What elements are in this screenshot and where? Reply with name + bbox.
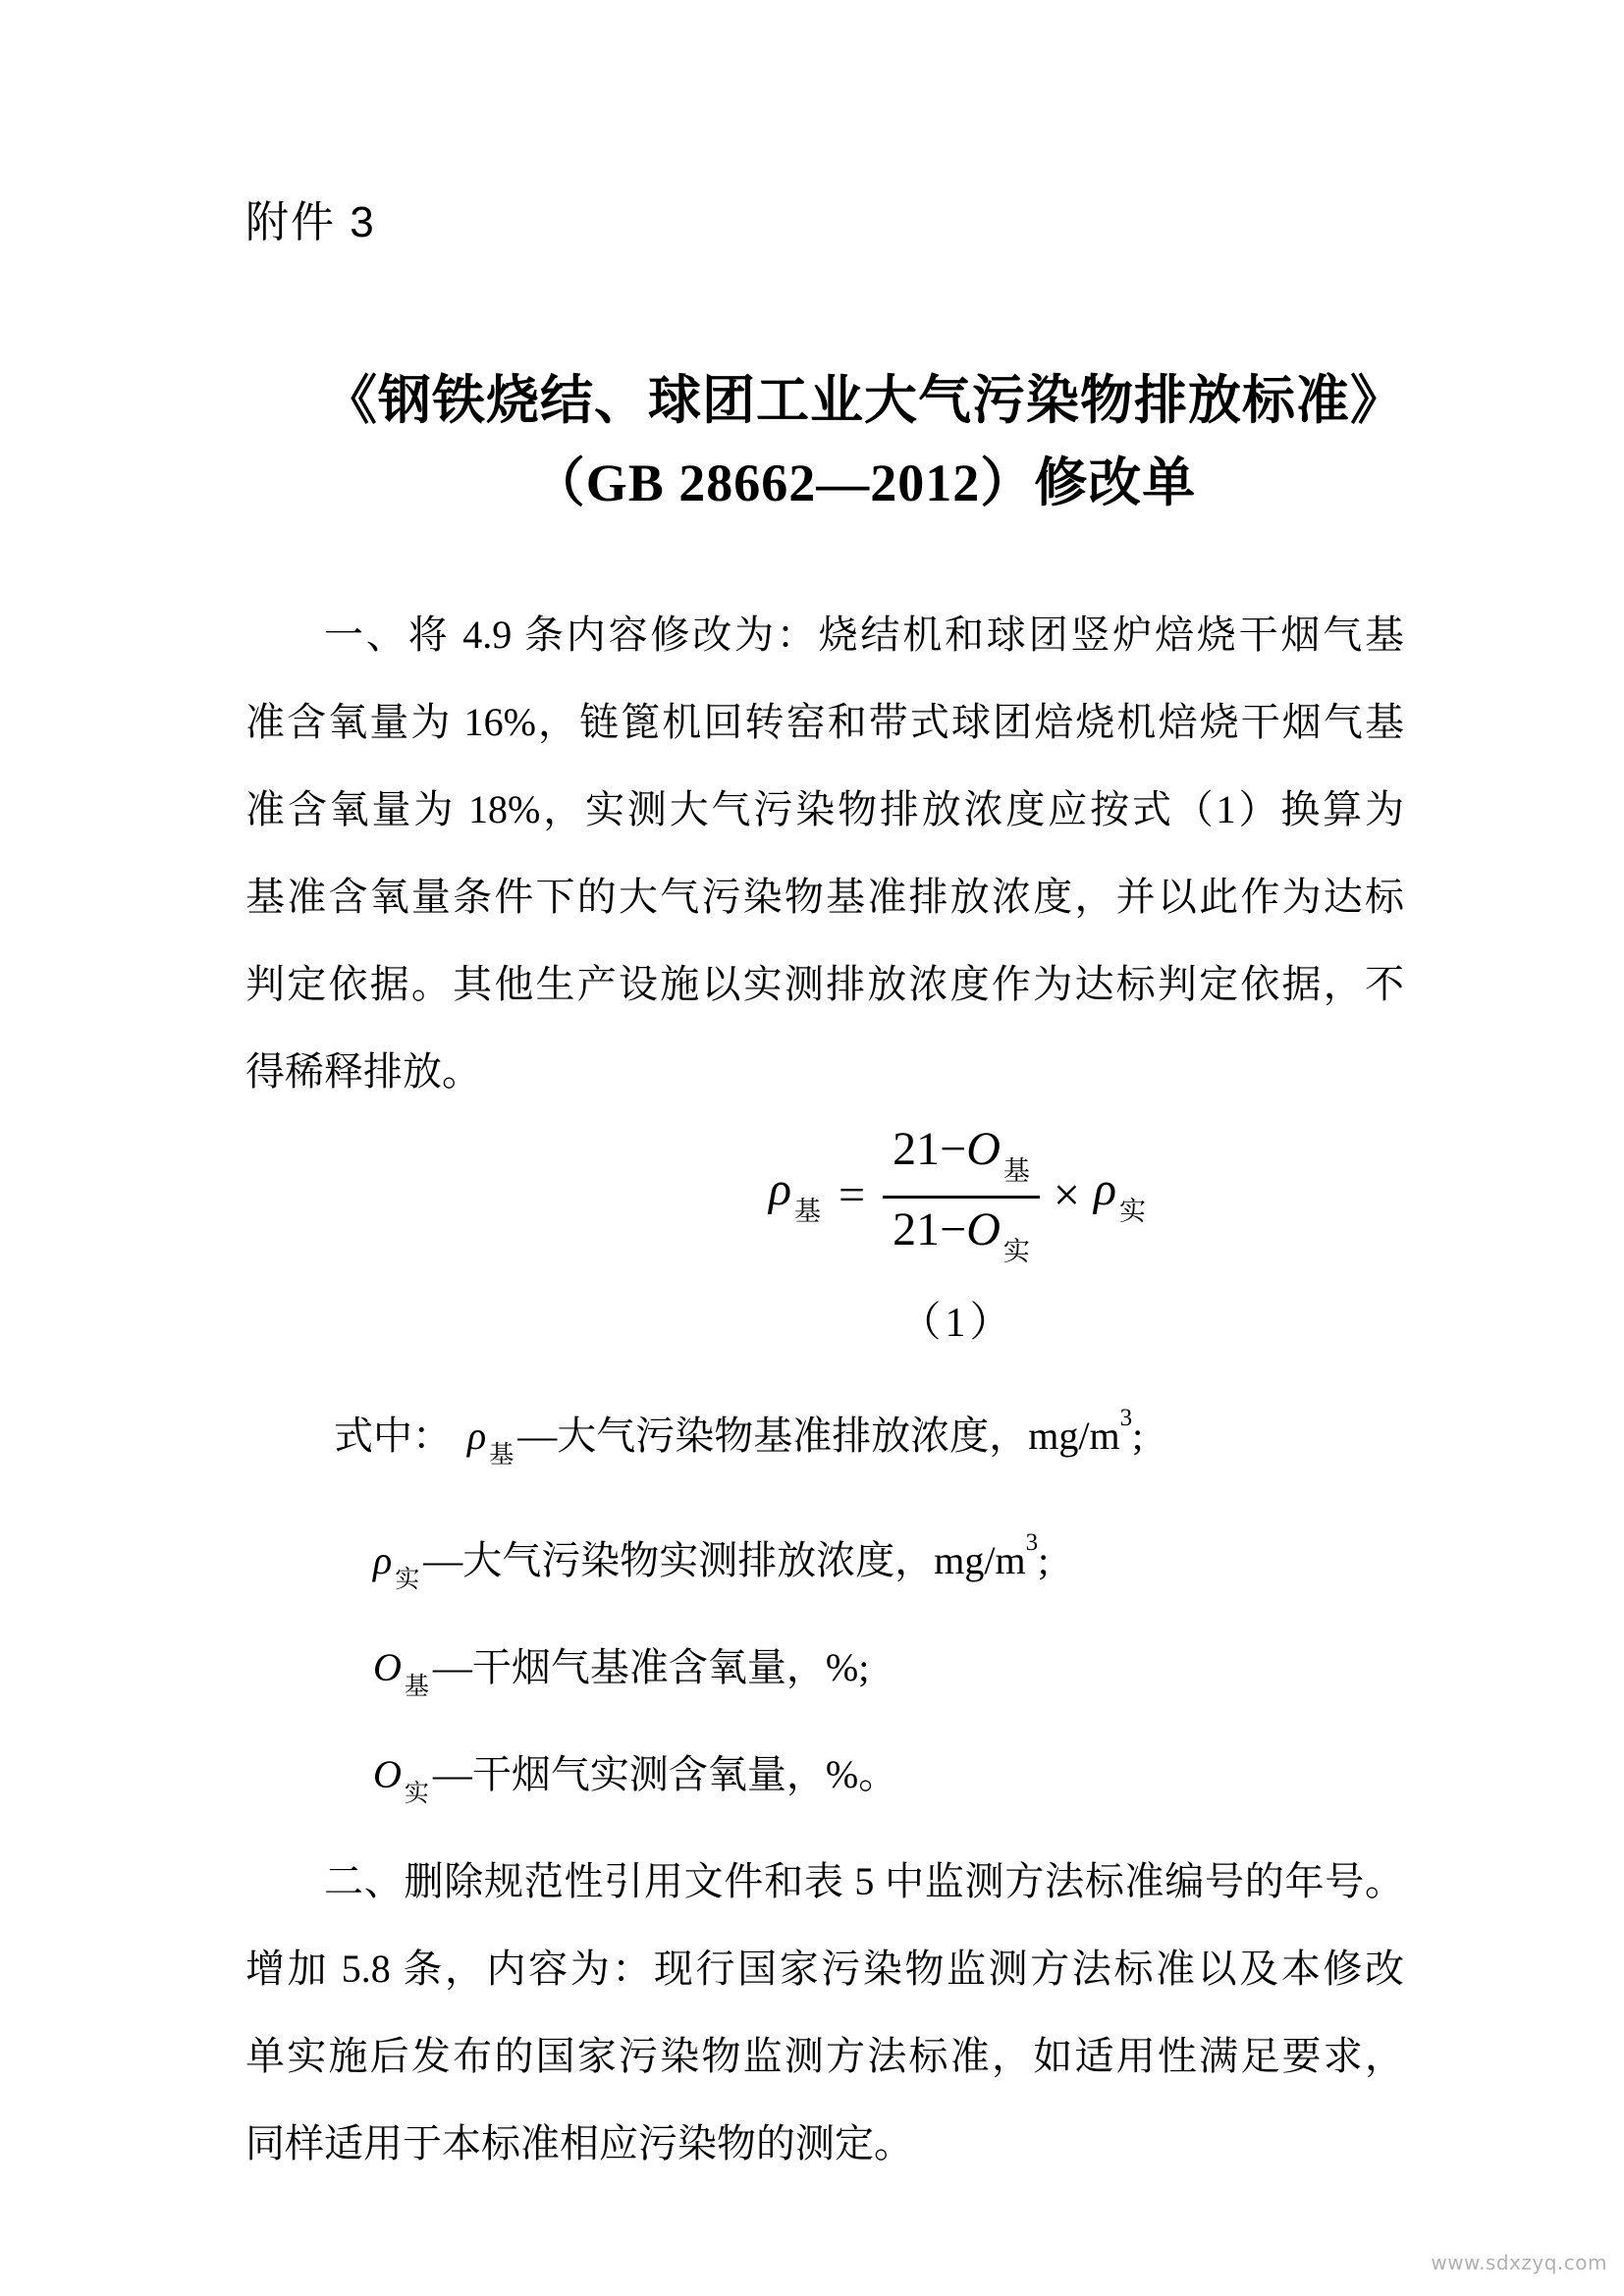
text-line: 准含氧量为 18%，实测大气污染物排放浓度应按式（1）换算为 <box>245 787 1404 831</box>
text-line: 同样适用于本标准相应污染物的测定。 <box>245 2121 913 2165</box>
definition-superscript: 3 <box>1025 1529 1039 1556</box>
definition-row <box>245 1731 1404 1838</box>
symbol-subscript: 基 <box>489 1442 514 1468</box>
text-line: 准含氧量为 16%，链篦机回转窑和带式球团焙烧机焙烧干烟气基 <box>245 700 1404 744</box>
symbol-subscript: 实 <box>404 1781 429 1807</box>
equation-number: （1） <box>899 1301 1015 1346</box>
rho-symbol: ρ <box>373 1538 393 1582</box>
definition-text: —大气污染物基准排放浓度，mg/m <box>517 1414 1120 1458</box>
rho-subscript: 实 <box>1119 1196 1146 1226</box>
oxygen-symbol: O <box>373 1752 402 1796</box>
formula-lhs <box>769 1162 821 1228</box>
rho-subscript: 基 <box>794 1196 822 1226</box>
definition-tail: ; <box>1038 1538 1050 1582</box>
text-line: 二、删除规范性引用文件和表 5 中监测方法标准编号的年号。 <box>324 1859 1404 1903</box>
rho-symbol: ρ <box>769 1162 792 1215</box>
fraction <box>883 1122 1040 1268</box>
definitions-intro: 式中： <box>334 1414 452 1458</box>
numerator-prefix: 21− <box>893 1122 967 1175</box>
definition-row <box>245 1499 1404 1624</box>
denominator-prefix: 21− <box>893 1202 967 1255</box>
definition-tail: ; <box>1132 1414 1144 1458</box>
definition-text: —干烟气基准含氧量，%; <box>432 1645 870 1689</box>
document-title-line1: 《钢铁烧结、球团工业大气污染物排放标准》 <box>324 371 1404 430</box>
formula-rhs <box>1094 1162 1146 1228</box>
fraction-denominator <box>883 1199 1040 1268</box>
document-title <box>285 359 1443 524</box>
text-line: 单实施后发布的国家污染物监测方法标准，如适用性满足要求， <box>245 2034 1404 2078</box>
oxygen-symbol: O <box>373 1645 402 1689</box>
text-line: 得稀释排放。 <box>245 1049 481 1094</box>
definition-text: —干烟气实测含氧量，%。 <box>432 1752 898 1796</box>
text-line: 增加 5.8 条，内容为：现行国家污染物监测方法标准以及本修改 <box>245 1947 1404 1991</box>
paragraph-2 <box>245 1838 1404 2187</box>
rho-symbol: ρ <box>467 1414 487 1458</box>
text-line: 判定依据。其他生产设施以实测排放浓度作为达标判定依据，不 <box>245 962 1404 1006</box>
text-line: 一、将 4.9 条内容修改为：烧结机和球团竖炉焙烧干烟气基 <box>324 613 1404 657</box>
denominator-subscript: 实 <box>1002 1236 1030 1266</box>
definition-text: —大气污染物实测排放浓度，mg/m <box>423 1538 1026 1582</box>
multiply-sign: × <box>1053 1168 1080 1221</box>
conversion-formula <box>378 1121 1537 1268</box>
definition-superscript: 3 <box>1119 1405 1133 1431</box>
attachment-label: 附件 3 <box>245 198 376 246</box>
equals-sign: = <box>839 1168 866 1221</box>
text-line: 基准含氧量条件下的大气污染物基准排放浓度，并以此作为达标 <box>245 875 1404 919</box>
oxygen-variable: O <box>966 1122 1001 1175</box>
definition-row <box>245 1624 1404 1731</box>
watermark: www.sdxzyq.com <box>1431 2251 1607 2274</box>
definition-row <box>245 1374 1404 1499</box>
symbol-definitions <box>245 1374 1404 1838</box>
numerator-subscript: 基 <box>1002 1155 1030 1186</box>
document-title-line2: （GB 28662—2012）修改单 <box>531 454 1197 512</box>
fraction-numerator <box>883 1122 1040 1196</box>
symbol-subscript: 实 <box>395 1567 420 1593</box>
paragraph-1 <box>245 591 1404 1115</box>
rho-symbol: ρ <box>1093 1162 1116 1215</box>
symbol-subscript: 基 <box>404 1674 429 1700</box>
oxygen-variable: O <box>966 1202 1001 1255</box>
